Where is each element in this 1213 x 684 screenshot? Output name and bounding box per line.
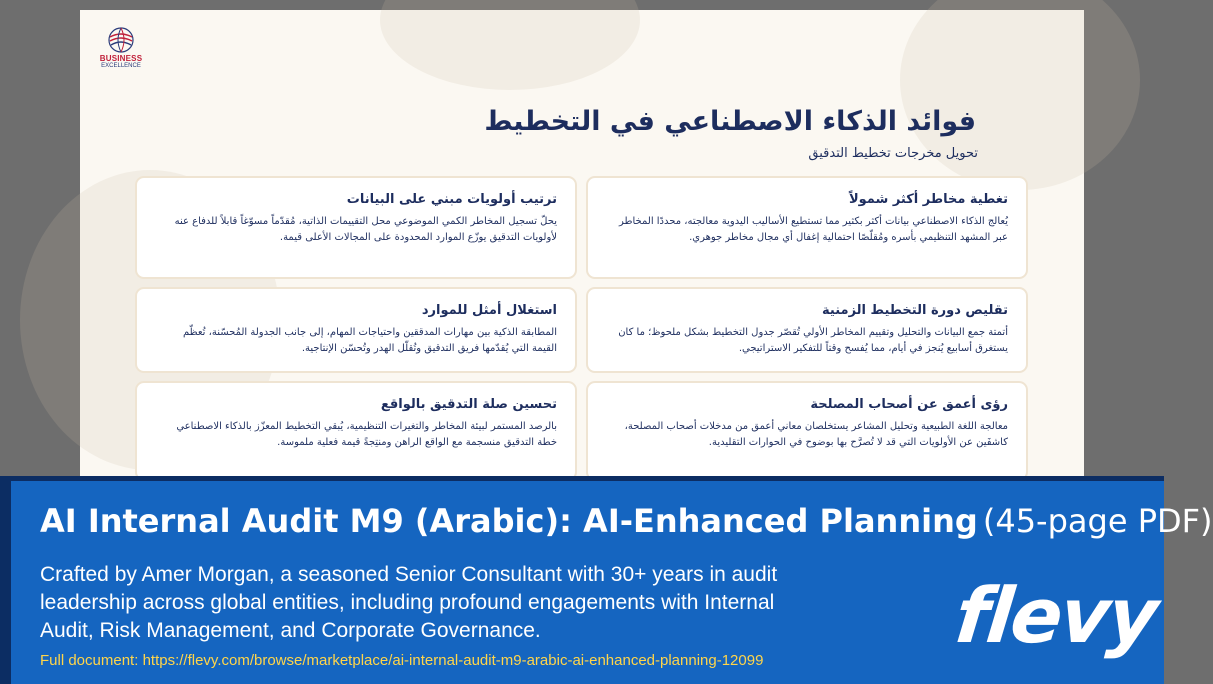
benefit-card-data-prioritization — [135, 176, 577, 279]
flevy-logo[interactable]: flevy — [951, 571, 1161, 660]
benefit-card-resource-use — [135, 287, 577, 373]
card-title: تقليص دورة التخطيط الزمنية — [822, 303, 1008, 318]
logo-text-business: BUSINESS — [99, 54, 143, 63]
document-page — [80, 10, 1084, 480]
card-title: استغلال أمثل للموارد — [421, 303, 557, 318]
background-watercolor — [900, 0, 1140, 190]
card-body: معالجة اللغة الطبيعية وتحليل المشاعر يستخلصان معاني أعمق من مدخلات أصحاب المصلحة، كاشفَين عن الأولويات التي قد لا تُصرَّح بها بوضوح في الحوارات التقليدية. — [624, 421, 1008, 448]
globe-logo-icon — [107, 26, 135, 54]
business-excellence-logo — [94, 26, 148, 70]
card-body: أتمتة جمع البيانات والتحليل وتقييم المخاطر الأولي تُقصّر جدول التخطيط بشكل ملحوظ؛ ما كان يستغرق أسابيع يُنجز في أيام، مما يُفسح وقتاً للتفكير الاستراتيجي. — [618, 327, 1008, 354]
card-body: المطابقة الذكية بين مهارات المدققين واحتياجات المهام، إلى جانب الجدولة المُحسّنة، تُعظّم القيمة التي يُقدّمها فريق التدقيق وتُقلّل الهدر وتُحسّن الإنتاجية. — [182, 327, 557, 354]
full-document-link[interactable]: https://flevy.com/browse/marketplace/ai-internal-audit-m9-arabic-ai-enhanced-planning-12099 — [142, 652, 764, 669]
card-title: ترتيب أولويات مبني على البيانات — [346, 192, 557, 207]
background-watercolor — [380, 0, 640, 90]
document-title-main: AI Internal Audit M9 (Arabic): AI-Enhanced Planning — [40, 502, 978, 540]
card-body: يُعالج الذكاء الاصطناعي بيانات أكثر بكثير مما تستطيع الأساليب اليدوية معالجته، محددًا المخاطر عبر المشهد التنظيمي بأسره ومُقلّصًا احتمالية إغفال أي مجال مخاطر جوهري. — [619, 216, 1008, 243]
full-document-link-row — [40, 652, 763, 669]
logo-text-excellence: EXCELLENCE — [101, 63, 141, 69]
benefit-card-cycle-time — [586, 287, 1028, 373]
slide-title: فوائد الذكاء الاصطناعي في التخطيط — [484, 106, 976, 137]
card-title: تحسين صلة التدقيق بالواقع — [380, 397, 557, 412]
card-title: رؤى أعمق عن أصحاب المصلحة — [810, 397, 1008, 412]
card-title: تغطية مخاطر أكثر شمولاً — [848, 192, 1008, 207]
document-title — [40, 502, 1213, 540]
benefit-card-risk-coverage — [586, 176, 1028, 279]
benefit-card-stakeholder-insights — [586, 381, 1028, 481]
card-body: بالرصد المستمر لبيئة المخاطر والتغيرات التنظيمية، يُبقي التخطيط المعزّز بالذكاء الاصطناعي خطة التدقيق منسجمة مع الواقع الراهن ومنتِجةً قيمة فعلية ملموسة. — [176, 421, 557, 448]
slide-subtitle: تحويل مخرجات تخطيط التدقيق — [808, 146, 978, 161]
card-body: يحلّ تسجيل المخاطر الكمي الموضوعي محل التقييمات الذاتية، مُقدّماً مسوّغاً قابلاً للدفاع عنه لأولويات التدقيق يوزّع الموارد المحدودة على المجالات الأعلى قيمة. — [174, 216, 557, 243]
benefit-card-audit-relevance — [135, 381, 577, 481]
document-page-count: (45-page PDF) — [982, 502, 1213, 540]
full-document-label: Full document: — [40, 652, 139, 669]
document-description: Crafted by Amer Morgan, a seasoned Senior Consultant with 30+ years in audit leadership across global entities, including profound engagements with Internal Audit, Risk Management, and Corporate Governance. — [40, 563, 778, 642]
